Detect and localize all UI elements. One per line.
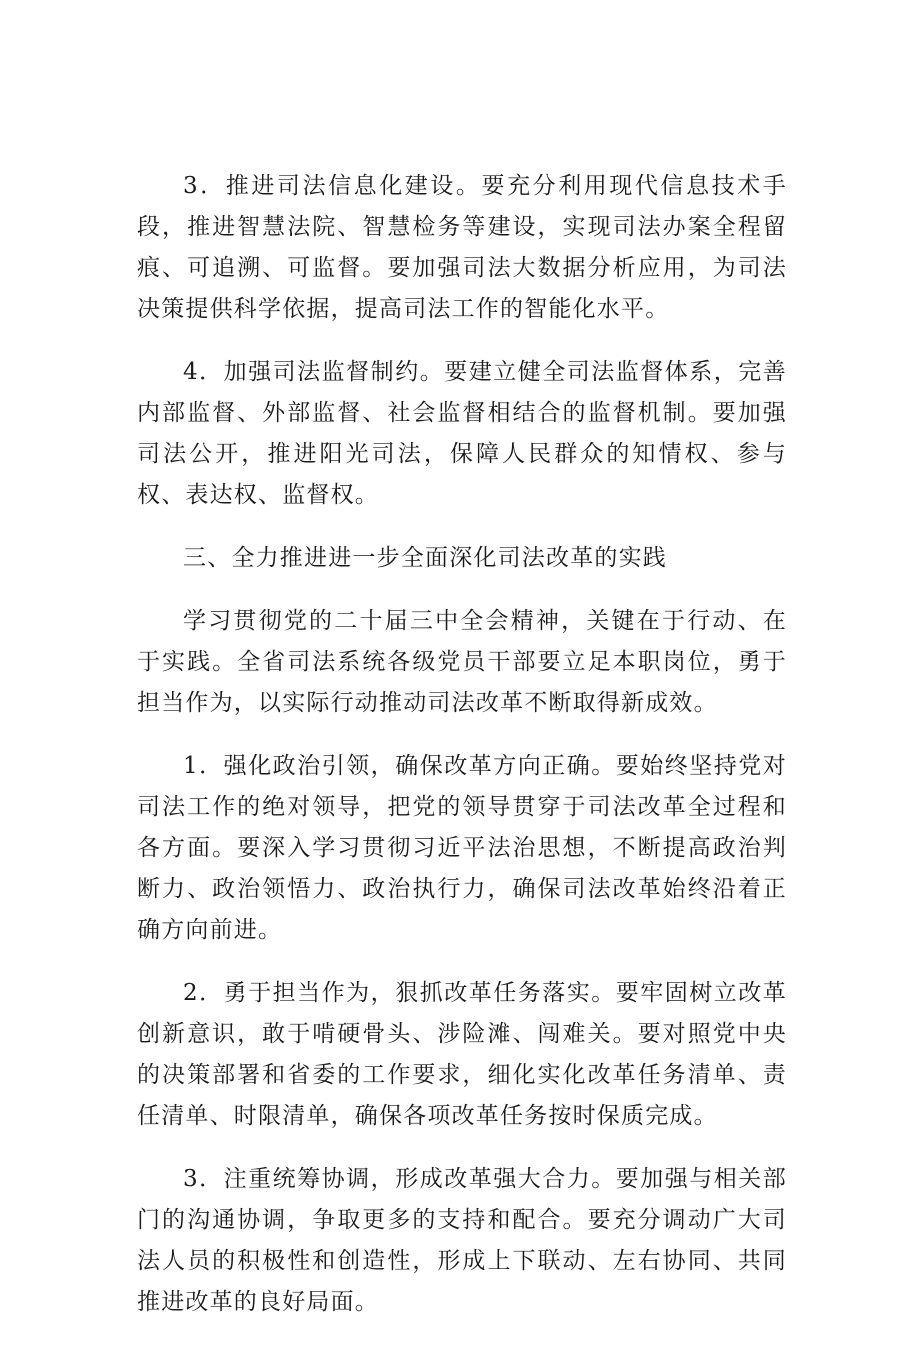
paragraph-section-intro: 学习贯彻党的二十届三中全会精神，关键在于行动、在于实践。全省司法系统各级党员干部要立足本职岗位，勇于担当作为，以实际行动推动司法改革不断取得新成效。 — [137, 608, 787, 716]
document-body — [137, 166, 787, 1345]
paragraph-item-2-responsibility: 2．勇于担当作为，狠抓改革任务落实。要牢固树立改革创新意识，敢于啃硬骨头、涉险滩、闯难关。要对照党中央的决策部署和省委的工作要求，细化实化改革任务清单、责任清单、时限清单，确保各项改革任务按时保质完成。 — [137, 980, 787, 1129]
paragraph-item-3-coordination: 3．注重统筹协调，形成改革强大合力。要加强与相关部门的沟通协调，争取更多的支持和配合。要充分调动广大司法人员的积极性和创造性，形成上下联动、左右协同、共同推进改革的良好局面。 — [137, 1166, 787, 1315]
section-heading-3: 三、全力推进进一步全面深化司法改革的实践 — [183, 545, 667, 571]
paragraph-item-4-supervision: 4．加强司法监督制约。要建立健全司法监督体系，完善内部监督、外部监督、社会监督相结合的监督机制。要加强司法公开，推进阳光司法，保障人民群众的知情权、参与权、表达权、监督权。 — [137, 359, 787, 508]
paragraph-item-3-informatization: 3．推进司法信息化建设。要充分利用现代信息技术手段，推进智慧法院、智慧检务等建设，实现司法办案全程留痕、可追溯、可监督。要加强司法大数据分析应用，为司法决策提供科学依据，提高司法工作的智能化水平。 — [137, 173, 787, 322]
paragraph-item-1-political-guidance: 1．强化政治引领，确保改革方向正确。要始终坚持党对司法工作的绝对领导，把党的领导贯穿于司法改革全过程和各方面。要深入学习贯彻习近平法治思想，不断提高政治判断力、政治领悟力、政治执行力，确保司法改革始终沿着正确方向前进。 — [137, 753, 787, 943]
